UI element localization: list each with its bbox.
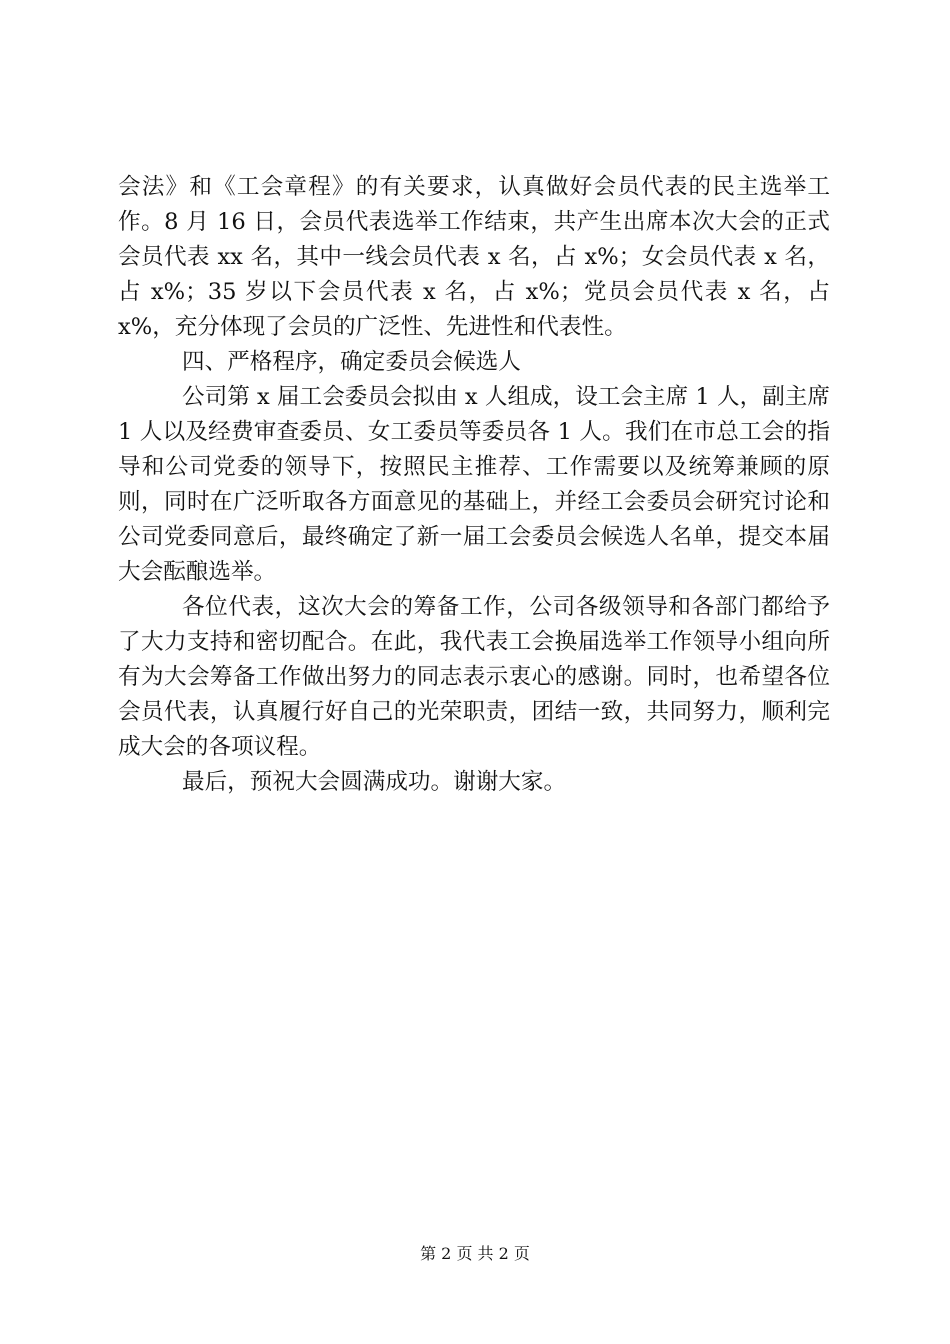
document-body [118, 170, 830, 800]
paragraph-committee-candidates: 公司第 x 届工会委员会拟由 x 人组成，设工会主席 1 人，副主席 1 人以及经费审查委员、女工委员等委员各 1 人。我们在市总工会的指导和公司党委的领导下，按照民主推荐、工作需要以及统筹兼顾的原则，同时在广泛听取各方面意见的基础上，并经工会委员会研究讨论和公司党委同意后，最终确定了新一届工会委员会候选人名单，提交本届大会酝酿选举。 [118, 384, 830, 585]
page-footer: 第 2 页 共 2 页 [420, 1244, 530, 1263]
paragraph-thanks: 各位代表，这次大会的筹备工作，公司各级领导和各部门都给予了大力支持和密切配合。在此，我代表工会换届选举工作领导小组向所有为大会筹备工作做出努力的同志表示衷心的感谢。同时，也希望各位会员代表，认真履行好自己的光荣职责，团结一致，共同努力，顺利完成大会的各项议程。 [118, 594, 830, 760]
section-heading-candidates: 四、严格程序，确定委员会候选人 [182, 349, 521, 375]
paragraph-closing: 最后，预祝大会圆满成功。谢谢大家。 [182, 769, 567, 795]
paragraph-election-results: 会法》和《工会章程》的有关要求，认真做好会员代表的民主选举工作。8 月 16 日，会员代表选举工作结束，共产生出席本次大会的正式会员代表 xx 名，其中一线会员代表 x 名，占 x%；女会员代表 x 名，占 x%；35 岁以下会员代表 x 名，占 x%；党员会员代表 x 名，占 x%，充分体现了会员的广泛性、先进性和代表性。 [118, 174, 830, 340]
